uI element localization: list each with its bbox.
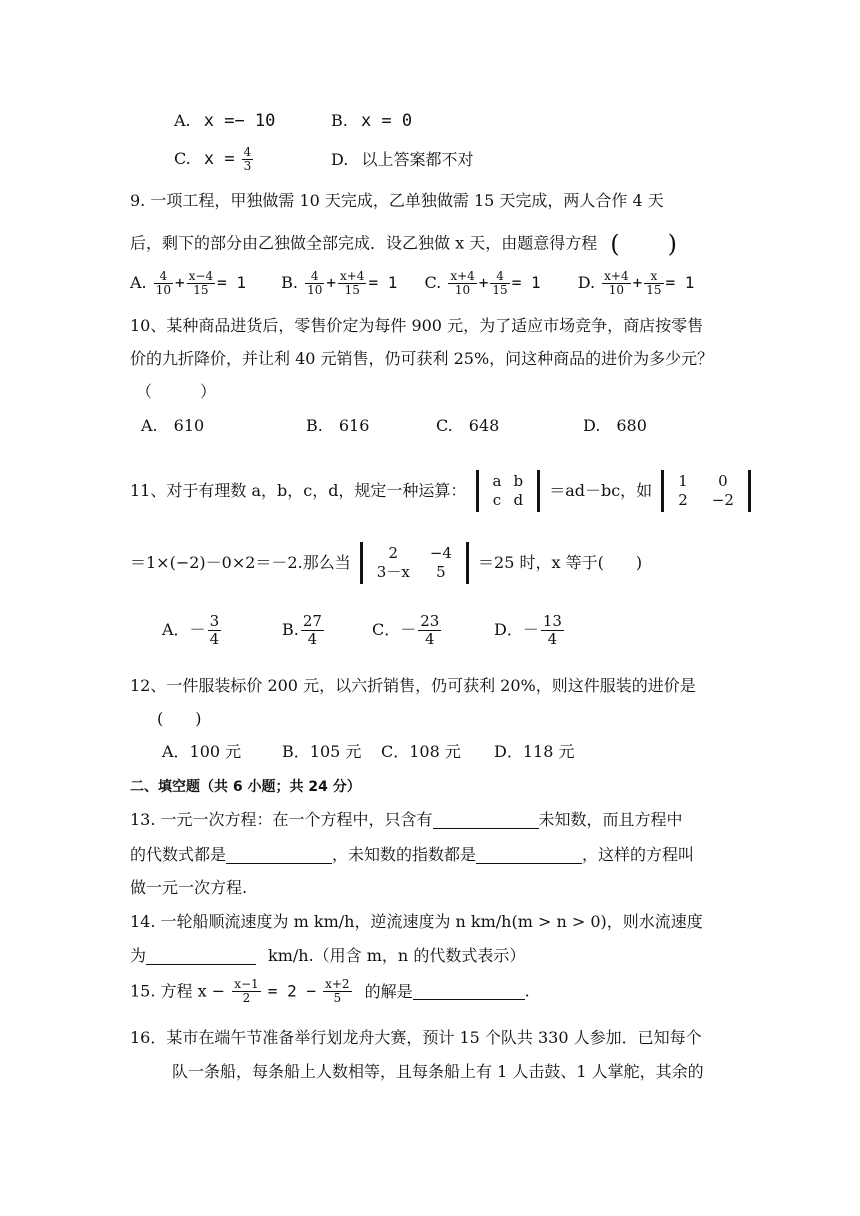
q9-line2 <box>130 232 677 256</box>
q16-line2: 队一条船，每条船上人数相等，且每条船上有 1 人击鼓、1 人掌舵，其余的 <box>172 1062 704 1081</box>
q11-option-d: D．－ $\frac{13}{4}$ <box>494 612 562 648</box>
q13-line2: 的代数式都是 ，未知数的指数都是 ，这样的方程叫 <box>130 845 695 864</box>
q12-paren: ( ) <box>157 709 202 728</box>
fraction: $\frac{4}{3}$ <box>243 145 252 174</box>
q15-line: 15. 方程 x − $\frac{x-1}{2}$ = 2 − $\frac{x+2}{5}$ 的解是 . <box>130 977 530 1006</box>
q9-line1: 9. 一项工程，甲独做需 10 天完成，乙单独做需 15 天完成，两人合作 4 天 <box>130 191 664 210</box>
q10-option-d: D. 680 <box>583 416 647 435</box>
q11-option-b: B. $\frac{27}{4}$ <box>282 612 322 648</box>
q12-option-b: B．105 元 <box>282 742 362 761</box>
option-equation: x = 0 <box>360 111 413 131</box>
q12-option-c: C．108 元 <box>381 742 461 761</box>
q12-line1: 12、一件服装标价 200 元，以六折销售，仍可获利 20%，则这件服装的进价是 <box>130 676 696 695</box>
q11-option-c: C．－ $\frac{23}{4}$ <box>372 612 440 648</box>
fill-blank[interactable] <box>146 948 256 965</box>
q11-line1 <box>130 470 755 512</box>
q14-line2: 为 km/h.（用含 m，n 的代数式表示） <box>130 946 526 965</box>
q11-question: ＝25 时，x 等于( ) <box>478 553 643 572</box>
q8-option-b <box>331 113 412 130</box>
q10-paren: （ ） <box>136 382 217 401</box>
q9-options <box>130 270 694 297</box>
q8-option-a <box>174 113 275 130</box>
q12-option-a: A．100 元 <box>162 742 242 761</box>
determinant-question: 2 −4 3－x 5 <box>360 542 469 584</box>
q11-line2 <box>130 542 642 584</box>
q12-option-d: D．118 元 <box>494 742 575 761</box>
q10-line2: 价的九折降价，并让利 40 元销售，仍可获利 25%，问这种商品的进价为多少元？ <box>130 349 714 368</box>
q13-line1: 13. 一元一次方程：在一个方程中，只含有 未知数，而且方程中 <box>130 810 683 829</box>
option-label: B. <box>331 111 348 130</box>
q9-option-d: D. $\frac{x+4}{10}$ + $\frac{x}{15}$ = 1 <box>577 269 695 298</box>
q9-option-a: A. $\frac{4}{10}$ + $\frac{x-4}{15}$ = 1 <box>130 269 247 298</box>
q11-definition: ＝ad－bc，如 <box>549 481 653 500</box>
fill-blank[interactable] <box>433 812 539 829</box>
q9-option-b: B. $\frac{4}{10}$ + $\frac{x+4}{15}$ = 1 <box>281 269 398 298</box>
q9-option-c: C. $\frac{x+4}{10}$ + $\frac{4}{15}$ = 1 <box>424 269 541 298</box>
option-equation: x =− 10 <box>203 111 276 131</box>
option-label: A. <box>174 111 191 130</box>
fill-blank[interactable] <box>476 847 582 864</box>
option-equation: x = <box>203 149 235 170</box>
fill-blank[interactable] <box>413 983 525 1000</box>
fill-blank[interactable] <box>226 847 332 864</box>
q11-example-result: ＝1×(−2)－0×2＝－2.那么当 <box>130 553 351 572</box>
q9-line2-text: 后，剩下的部分由乙独做全部完成．设乙独做 x 天，由题意得方程 <box>130 233 598 253</box>
q10-option-c: C. 648 <box>436 416 500 435</box>
option-label: D. <box>331 150 349 169</box>
q10-option-a: A. 610 <box>141 416 205 435</box>
q10-option-b: B. 616 <box>306 416 370 435</box>
option-text: 以上答案都不对 <box>361 150 474 169</box>
q11-intro: 11、对于有理数 a，b，c，d，规定一种运算： <box>130 481 467 500</box>
q11-option-a: A．－ $\frac{3}{4}$ <box>162 612 220 648</box>
determinant-definition: a b c d <box>476 470 541 512</box>
q8-option-c <box>174 146 255 173</box>
q8-option-d <box>331 152 473 168</box>
option-label: C. <box>174 149 191 169</box>
determinant-example: 1 0 2 −2 <box>661 470 751 512</box>
q10-line1: 10、某种商品进货后，零售价定为每件 900 元，为了适应市场竞争，商店按零售 <box>130 316 704 335</box>
answer-paren: ( ) <box>610 230 678 258</box>
q16-line1: 16．某市在端午节准备举行划龙舟大赛，预计 15 个队共 330 人参加．已知每个 <box>130 1028 702 1047</box>
q13-line3: 做一元一次方程. <box>130 878 248 897</box>
section-heading: 二、填空题（共 6 小题；共 24 分） <box>130 779 361 795</box>
q14-line1: 14. 一轮船顺流速度为 m km/h，逆流速度为 n km/h(m > n > 0)，则水流速度 <box>130 912 703 931</box>
